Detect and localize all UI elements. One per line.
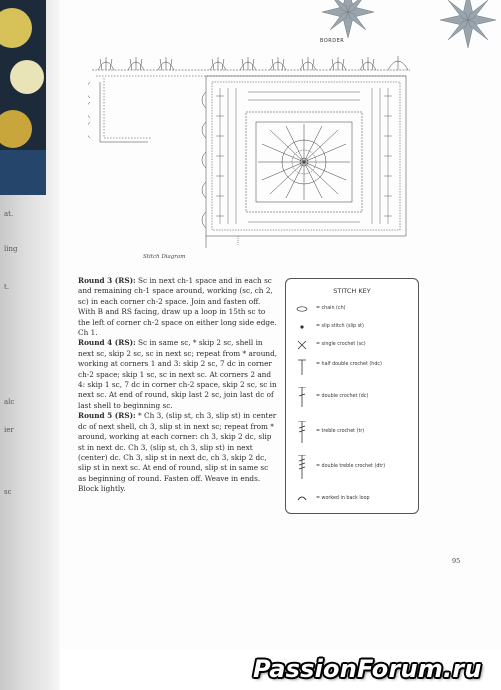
key-label: = double crochet (dc) xyxy=(316,394,369,399)
round-4-paragraph xyxy=(78,338,278,411)
round-text: * Ch 3, (slip st, ch 3, slip st) in center dc of next shell, ch 3, slip st in next sc; repeat from * around, working at each corner: ch 3, skip 2 dc, slip st in next dc. Ch 3, (slip st, ch 3, slip st) in next (center) dc. Ch 3, slip st in next dc, ch 3, skip 2 dc, slip st in next sc. At end of round, slip st in same sc as beginning of round. Fasten off. Weave in ends. Block lightly. xyxy=(78,411,277,494)
round-text: Sc in next ch-1 space and in each sc and remaining ch-1 space around, working (sc, ch 2, sc) in each corner ch-2 space. Join and fasten off. With B and RS facing, draw up a loop in 15th sc to the left of corner ch-2 space on either long side edge. Ch 1. xyxy=(78,276,277,338)
round-heading: Round 4 (RS): xyxy=(78,338,136,348)
treble-crochet-icon xyxy=(294,421,314,445)
key-row-hdc xyxy=(294,359,414,373)
double-crochet-icon xyxy=(294,387,314,411)
spine-photo xyxy=(0,0,46,195)
instructions-text xyxy=(78,276,278,495)
yarn-motif xyxy=(0,150,46,195)
key-row-dtr xyxy=(294,455,414,469)
half-double-crochet-icon xyxy=(294,359,314,383)
watermark: PassionForum.ru xyxy=(253,655,482,683)
key-row-tr xyxy=(294,421,414,435)
spine-text: t. xyxy=(4,283,10,291)
key-row-chain xyxy=(294,303,414,317)
round-5-paragraph xyxy=(78,411,278,494)
stitch-key-box xyxy=(285,278,419,514)
yarn-motif xyxy=(0,110,32,148)
round-3-paragraph xyxy=(78,276,278,338)
key-row-single-crochet xyxy=(294,339,414,353)
diagram-caption: Stitch Diagram xyxy=(143,254,186,260)
spine-text: ling xyxy=(4,245,18,253)
key-label: = slip stitch (slip st) xyxy=(316,324,364,329)
stitch-key-title: STITCH KEY xyxy=(333,287,371,295)
key-label: = half double crochet (hdc) xyxy=(316,362,382,367)
spine-text: ier xyxy=(4,426,14,434)
key-row-back-loop xyxy=(294,493,414,507)
round-heading: Round 5 (RS): xyxy=(78,411,136,421)
key-label: = treble crochet (tr) xyxy=(316,429,365,434)
double-treble-crochet-icon xyxy=(294,455,314,479)
key-row-dc xyxy=(294,387,414,401)
yarn-motif xyxy=(10,60,44,94)
yarn-motif xyxy=(0,8,32,48)
key-row-slip-stitch xyxy=(294,321,414,335)
book-spine xyxy=(0,0,60,690)
round-heading: Round 3 (RS): xyxy=(78,276,136,285)
key-label: = chain (ch) xyxy=(316,306,346,311)
border-label: BORDER xyxy=(320,38,345,44)
spine-text: at. xyxy=(4,210,14,218)
spine-text: sc xyxy=(4,488,12,496)
page-number: 95 xyxy=(452,557,461,565)
round-text: Sc in same sc, * skip 2 sc, shell in next sc, skip 2 sc, sc in next sc; repeat from * around, working at corners 1 and 3: skip 2 sc, 7 dc in corner ch-2 space; skip 1 sc, sc in next sc. At corners 2 and 4: skip 1 sc, 7 dc in corner ch-2 space, skip 2 sc, sc in next sc. At end of round, skip last 2 sc, join last dc of last shell to beginning sc. xyxy=(78,338,278,410)
spine-text: alc xyxy=(4,398,15,406)
flower-illustration xyxy=(298,0,501,58)
stitch-diagram xyxy=(88,52,418,252)
key-label: = worked in back loop xyxy=(316,496,370,501)
key-label: = double treble crochet (dtr) xyxy=(316,464,386,469)
back-loop-icon xyxy=(294,493,314,517)
key-label: = single crochet (sc) xyxy=(316,342,366,347)
